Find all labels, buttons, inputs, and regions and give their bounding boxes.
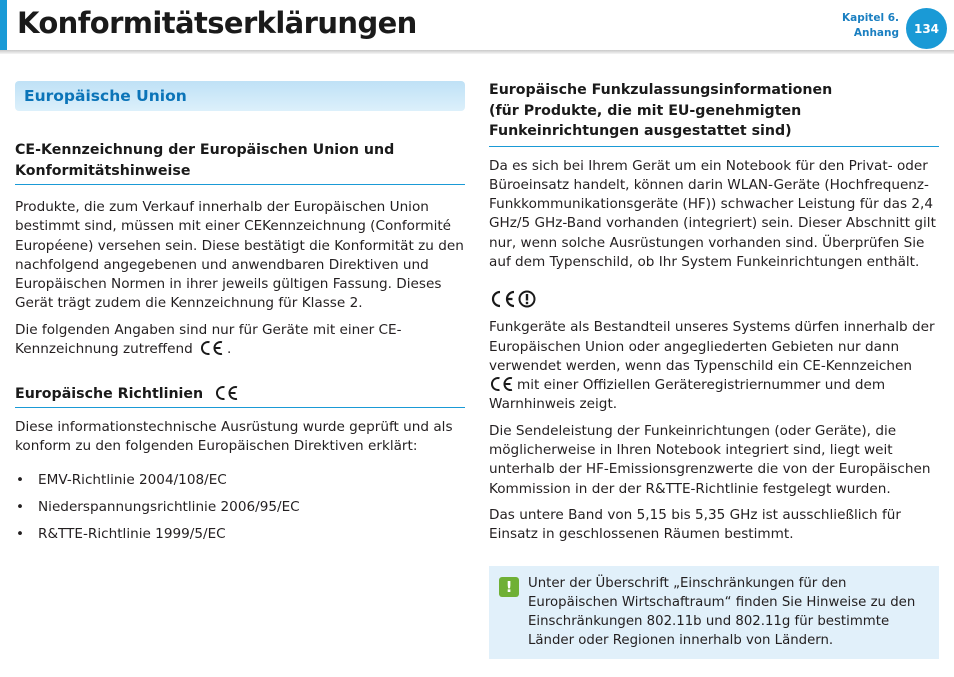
ce-applicability-end: . bbox=[227, 341, 232, 358]
ce-mark-icon bbox=[199, 340, 225, 356]
radio-approval-heading-line: Europäische Funkzulassungsinformationen bbox=[489, 82, 833, 98]
radio-usage-text-end: mit einer Offiziellen Geräteregistriernummer und dem Warnhinweis zeigt. bbox=[489, 377, 886, 413]
directives-intro: Diese informationstechnische Ausrüstung wurde geprüft und als konform zu den folgenden Europäischen Direktiven erklärt: bbox=[15, 418, 453, 455]
heading-rule bbox=[15, 407, 465, 408]
heading-rule bbox=[489, 146, 939, 147]
page-number-badge: 134 bbox=[906, 8, 947, 49]
radio-approval-heading-line: Funkeinrichtungen ausgestattet sind) bbox=[489, 123, 792, 139]
transmit-power-paragraph: Die Sendeleistung der Funkeinrichtungen (oder Geräte), die möglicherweise in Ihren Notebook integriert sind, liegt weit unterhalb der HF-Emissionsgrenzwerte die von der Europäischen Kommission in der der R&TTE-Richtlinie festgelegt wurden. bbox=[489, 422, 931, 497]
header-divider bbox=[0, 50, 954, 54]
list-item: • EMV-Richtlinie 2004/108/EC bbox=[15, 471, 465, 498]
warning-icon: ! bbox=[499, 577, 519, 597]
ce-mark-icon bbox=[214, 385, 240, 401]
left-column bbox=[15, 81, 465, 552]
wlan-paragraph: Da es sich bei Ihrem Gerät um ein Notebook für den Privat- oder Büroeinsatz handelt, können darin WLAN-Geräte (Hochfrequenz-Funkkommunikationsgeräte (HF)) schwacher Leistung für das 2,4 GHz/5 GHz-Band vorhanden (integriert) sein. Dieser Abschnitt gilt nur, wenn solche Ausrüstungen vorhanden sind. Überprüfen Sie auf dem Typenschild, ob Ihr System Funkeinrichtungen enthält. bbox=[489, 157, 936, 270]
ce-applicability-text: Die folgenden Angaben sind nur für Geräte mit einer CE-Kennzeichnung zutreffend bbox=[15, 321, 402, 358]
directives-list bbox=[15, 471, 465, 552]
eu-directives-title: Europäische Richtlinien bbox=[15, 386, 204, 403]
ce-alert-mark-icon bbox=[489, 289, 537, 309]
note-box bbox=[489, 566, 939, 659]
indoor-band-paragraph: Das untere Band von 5,15 bis 5,35 GHz ist ausschließlich für Einsatz in geschlossenen Räumen bestimmt. bbox=[489, 506, 901, 543]
ce-mark-icon bbox=[489, 376, 515, 392]
page-title: Konformitätserklärungen bbox=[17, 6, 417, 40]
chapter-number: Kapitel 6. bbox=[841, 12, 899, 24]
heading-rule bbox=[15, 184, 465, 185]
radio-approval-heading-line: (für Produkte, die mit EU-genehmigten bbox=[489, 102, 802, 119]
right-column bbox=[489, 80, 939, 659]
section-heading: Europäische Union bbox=[15, 81, 465, 111]
accent-bar bbox=[0, 0, 7, 52]
chapter-label bbox=[842, 11, 899, 41]
radio-usage-text: Funkgeräte als Bestandteil unseres Systems dürfen innerhalb der Europäischen Union oder angegliederten Gebieten nur dann verwendet werden, wenn das Typenschild ein CE-Kennzeichen bbox=[489, 319, 935, 374]
note-text: Unter der Überschrift „Einschränkungen für den Europäischen Wirtschaftraum“ finden Sie Hinweise zu den Einschränkungen 802.11b und 802.11g für bestimmte Länder oder Regionen innerhalb von Ländern. bbox=[528, 575, 916, 649]
ce-marking-heading: CE-Kennzeichnung der Europäischen Union und Konformitätshinweise bbox=[15, 142, 395, 179]
eu-directives-heading bbox=[15, 384, 465, 405]
list-item: • Niederspannungsrichtlinie 2006/95/EC bbox=[15, 498, 465, 525]
list-item: • R&TTE-Richtlinie 1999/5/EC bbox=[15, 525, 465, 552]
chapter-title: Anhang bbox=[853, 27, 899, 39]
ce-marking-paragraph: Produkte, die zum Verkauf innerhalb der Europäischen Union bestimmt sind, müssen mit einer CEKennzeichnung (Conformité Européene) versehen sein. Diese bestätigt die Konformität zu den nachfolgend angegebenen und anwendbaren Direktiven und Europäischen Normen in ihrer jeweils gültigen Fassung. Dieses Gerät trägt zudem die Kennzeichnung für Klasse 2. bbox=[15, 199, 464, 312]
ce-applicability-paragraph bbox=[15, 321, 465, 360]
radio-approval-heading bbox=[489, 80, 939, 142]
radio-usage-paragraph bbox=[489, 318, 939, 414]
